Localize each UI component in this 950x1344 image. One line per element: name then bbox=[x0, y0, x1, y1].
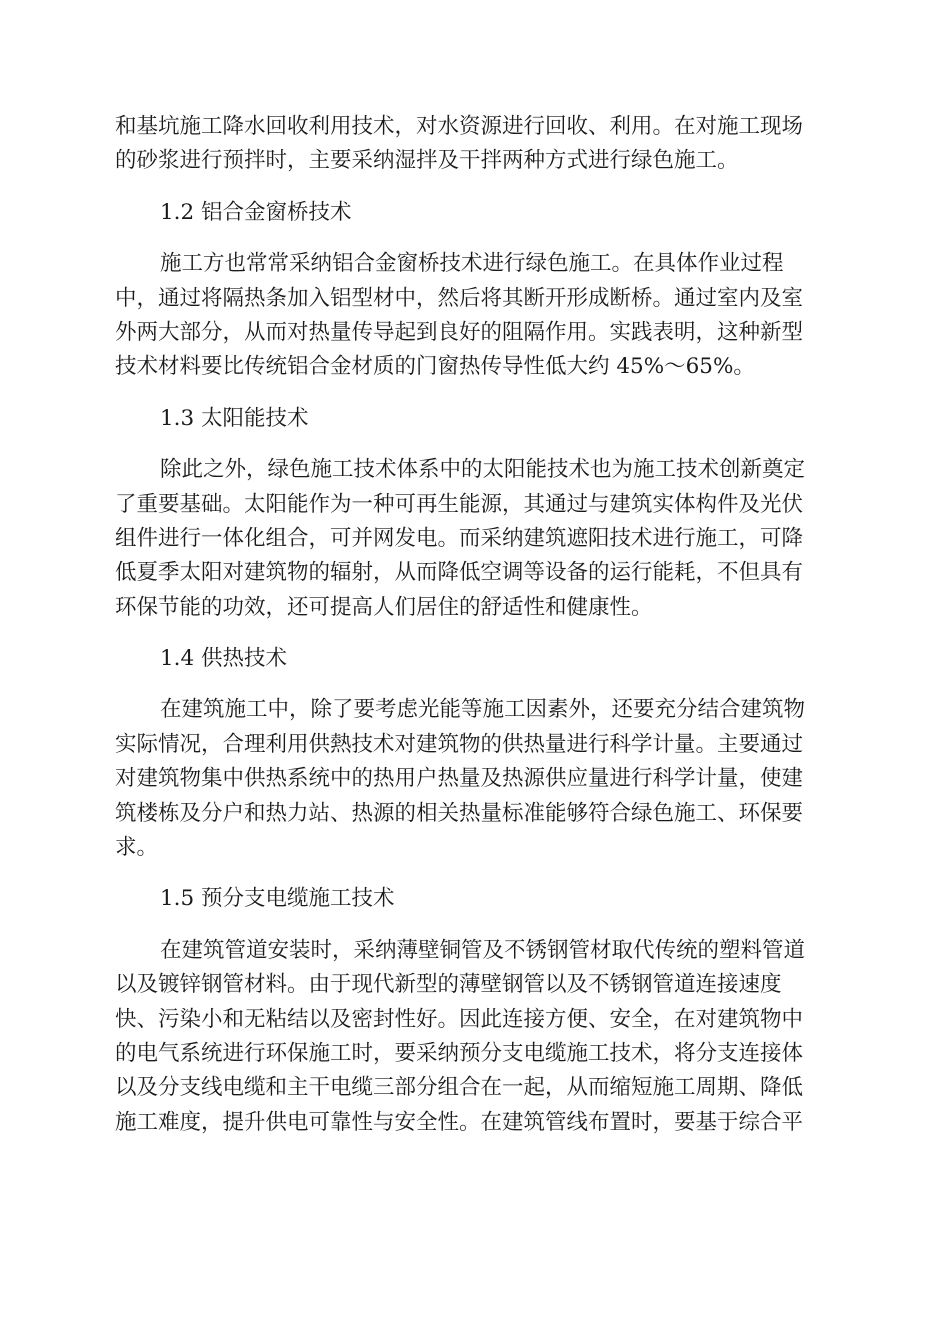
text-line: 中，通过将隔热条加入铝型材中，然后将其断开形成断桥。通过室内及室 bbox=[115, 285, 804, 311]
text-line: 的电气系统进行环保施工时，要采纳预分支电缆施工技术，将分支连接体 bbox=[115, 1040, 804, 1066]
paragraph-intro bbox=[115, 110, 835, 179]
text-line: 低夏季太阳对建筑物的辐射，从而降低空调等设备的运行能耗，不但具有 bbox=[115, 560, 804, 586]
text-line: 以及分支线电缆和主干电缆三部分组合在一起，从而缩短施工周期、降低 bbox=[115, 1075, 804, 1101]
text-line: 环保节能的功效，还可提高人们居住的舒适性和健康性。 bbox=[115, 594, 653, 620]
section-heading-1-4: 1.4 供热技术 bbox=[160, 646, 288, 672]
paragraph-1-5 bbox=[115, 934, 835, 1140]
text-line: 了重要基础。太阳能作为一种可再生能源，其通过与建筑实体构件及光伏 bbox=[115, 491, 804, 517]
text-line: 技术材料要比传统铝合金材质的门窗热传导性低大约 45%～65%。 bbox=[115, 354, 755, 380]
text-line: 筑楼栋及分户和热力站、热源的相关热量标准能够符合绿色施工、环保要 bbox=[115, 800, 804, 826]
paragraph-1-4 bbox=[115, 693, 835, 865]
text-line: 在建筑施工中，除了要考虑光能等施工因素外，还要充分结合建筑物 bbox=[160, 697, 806, 723]
spacer bbox=[115, 917, 835, 934]
text-line: 实际情况，合理利用供熱技术对建筑物的供热量进行科学计量。主要通过 bbox=[115, 731, 804, 757]
spacer bbox=[115, 230, 835, 247]
text-line: 施工方也常常采纳铝合金窗桥技术进行绿色施工。在具体作业过程 bbox=[160, 251, 784, 277]
text-line: 的砂浆进行预拌时，主要采纳湿拌及干拌两种方式进行绿色施工。 bbox=[115, 148, 739, 174]
spacer bbox=[115, 385, 835, 402]
spacer bbox=[115, 865, 835, 882]
spacer bbox=[115, 676, 835, 693]
text-line: 快、污染小和无粘结以及密封性好。因此连接方便、安全，在对建筑物中 bbox=[115, 1006, 804, 1032]
document-page bbox=[115, 110, 835, 1140]
spacer bbox=[115, 436, 835, 453]
section-heading-1-3: 1.3 太阳能技术 bbox=[160, 405, 309, 431]
paragraph-1-3 bbox=[115, 453, 835, 625]
text-line: 和基坑施工降水回收利用技术，对水资源进行回收、利用。在对施工现场 bbox=[115, 114, 804, 139]
paragraph-1-2 bbox=[115, 247, 835, 385]
section-heading-1-2: 1.2 铝合金窗桥技术 bbox=[160, 199, 352, 225]
text-line: 施工难度，提升供电可靠性与安全性。在建筑管线布置时，要基于综合平 bbox=[115, 1109, 804, 1135]
spacer bbox=[115, 179, 835, 196]
text-line: 组件进行一体化组合，可并网发电。而采纳建筑遮阳技术进行施工，可降 bbox=[115, 525, 804, 551]
text-line: 求。 bbox=[115, 835, 159, 861]
text-line: 外两大部分，从而对热量传导起到良好的阻隔作用。实践表明，这种新型 bbox=[115, 319, 804, 345]
text-line: 除此之外，绿色施工技术体系中的太阳能技术也为施工技术创新奠定 bbox=[160, 457, 806, 483]
spacer bbox=[115, 625, 835, 642]
text-line: 在建筑管道安装时，采纳薄壁铜管及不锈钢管材取代传统的塑料管道 bbox=[160, 937, 806, 963]
section-heading-1-5: 1.5 预分支电缆施工技术 bbox=[160, 886, 395, 912]
text-line: 以及镀锌钢管材料。由于现代新型的薄壁钢管以及不锈钢管道连接速度 bbox=[115, 972, 782, 998]
text-line: 对建筑物集中供热系统中的热用户热量及热源供应量进行科学计量，使建 bbox=[115, 766, 804, 792]
